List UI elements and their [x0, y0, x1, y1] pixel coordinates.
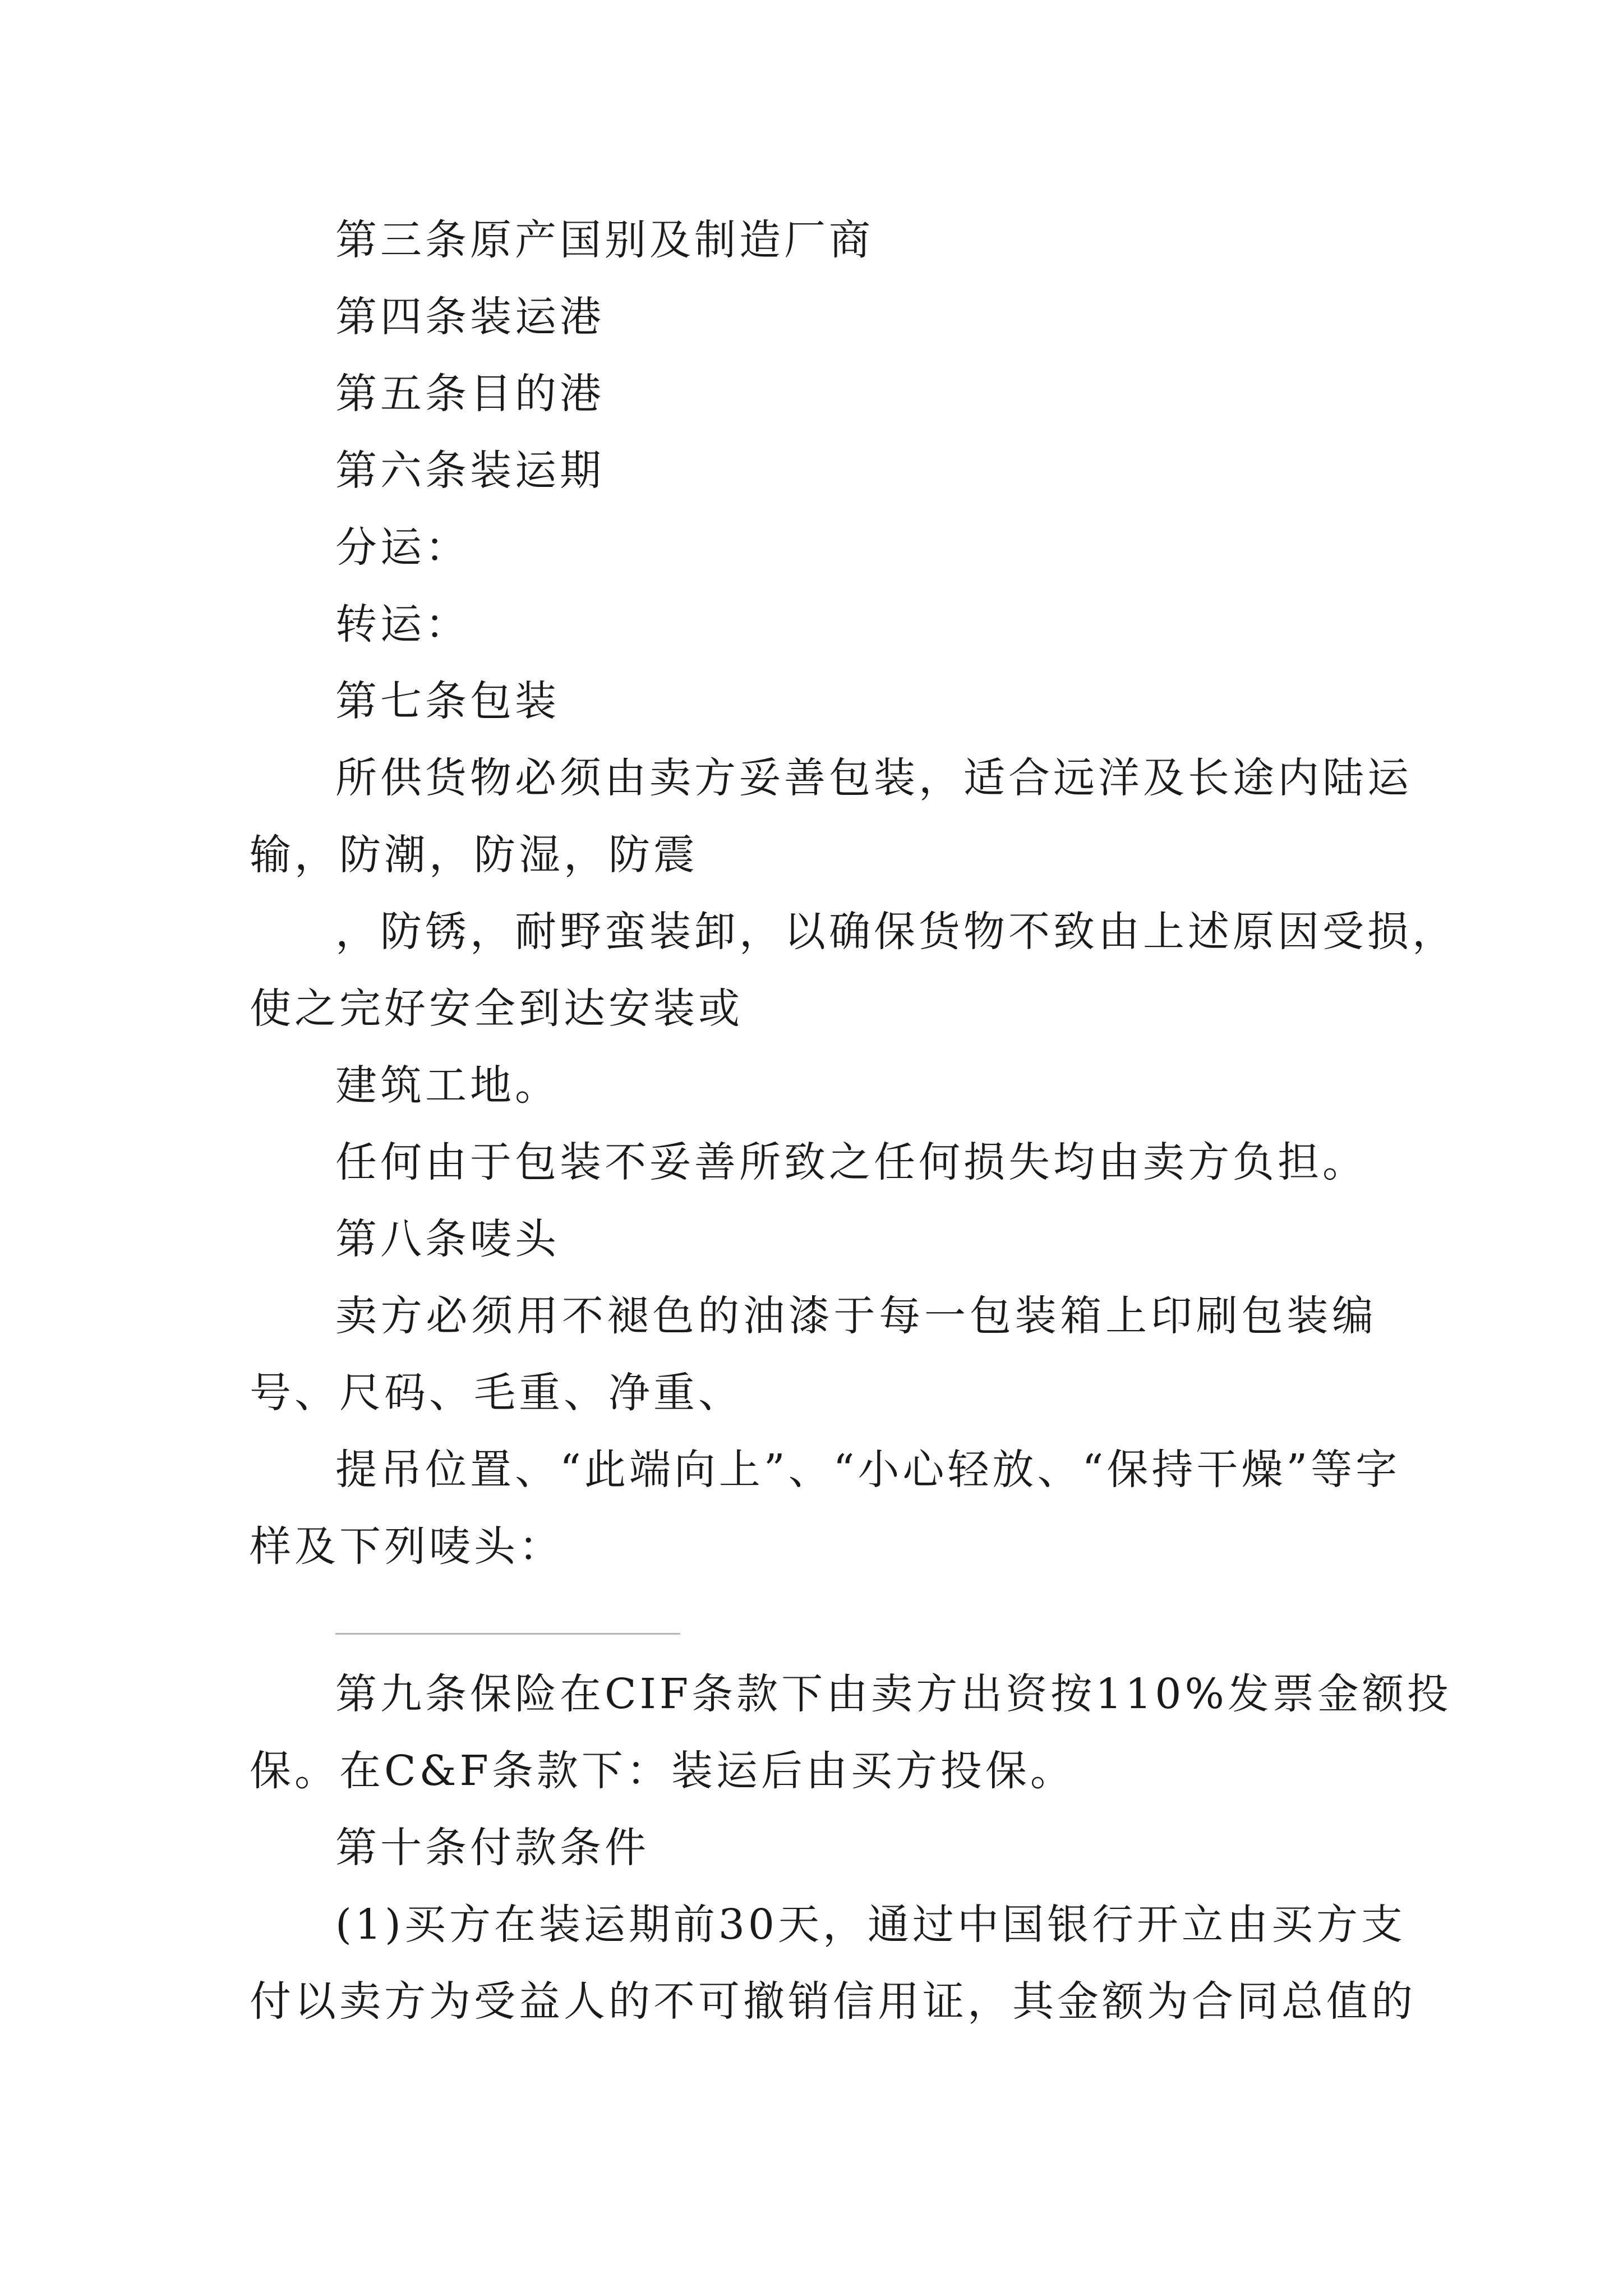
article-9-insurance-line: 保。在C&F条款下：装运后由买方投保。 — [250, 1747, 1075, 1795]
article-4-heading: 第四条装运港 — [335, 293, 605, 341]
marking-paragraph-line: 提吊位置、“此端向上”、“小心轻放、“保持干燥”等字 — [335, 1446, 1401, 1494]
transshipment-line: 转运： — [335, 600, 470, 648]
packing-paragraph-line: 建筑工地。 — [335, 1061, 560, 1110]
partial-shipment-line: 分运： — [335, 523, 470, 572]
article-5-heading: 第五条目的港 — [335, 370, 605, 418]
separator-rule — [335, 1633, 680, 1635]
marking-paragraph-line: 卖方必须用不褪色的油漆于每一包装箱上印刷包装编 — [335, 1292, 1377, 1340]
packing-paragraph-line: 输，防潮，防湿，防震 — [250, 831, 698, 879]
article-10-heading: 第十条付款条件 — [335, 1824, 649, 1872]
article-6-heading: 第六条装运期 — [335, 447, 605, 495]
article-8-heading: 第八条唛头 — [335, 1215, 560, 1263]
marking-paragraph-line: 样及下列唛头： — [250, 1522, 564, 1571]
marking-paragraph-line: 号、尺码、毛重、净重、 — [250, 1369, 743, 1417]
packing-paragraph-line: 使之完好安全到达安装或 — [250, 984, 743, 1033]
payment-paragraph-line: (1)买方在装运期前30天，通过中国银行开立由买方支 — [335, 1901, 1406, 1949]
article-3-heading: 第三条原产国别及制造厂商 — [335, 216, 874, 264]
article-9-insurance-line: 第九条保险在CIF条款下由卖方出资按110%发票金额投 — [335, 1670, 1452, 1718]
packing-paragraph-line: ，防锈，耐野蛮装卸，以确保货物不致由上述原因受损， — [335, 908, 1457, 956]
article-7-heading: 第七条包装 — [335, 677, 560, 725]
packing-paragraph-line: 所供货物必须由卖方妥善包装，适合远洋及长途内陆运 — [335, 754, 1412, 802]
payment-paragraph-line: 付以卖方为受益人的不可撤销信用证，其金额为合同总值的 — [250, 1977, 1416, 2026]
packing-liability-line: 任何由于包装不妥善所致之任何损失均由卖方负担。 — [335, 1138, 1367, 1186]
